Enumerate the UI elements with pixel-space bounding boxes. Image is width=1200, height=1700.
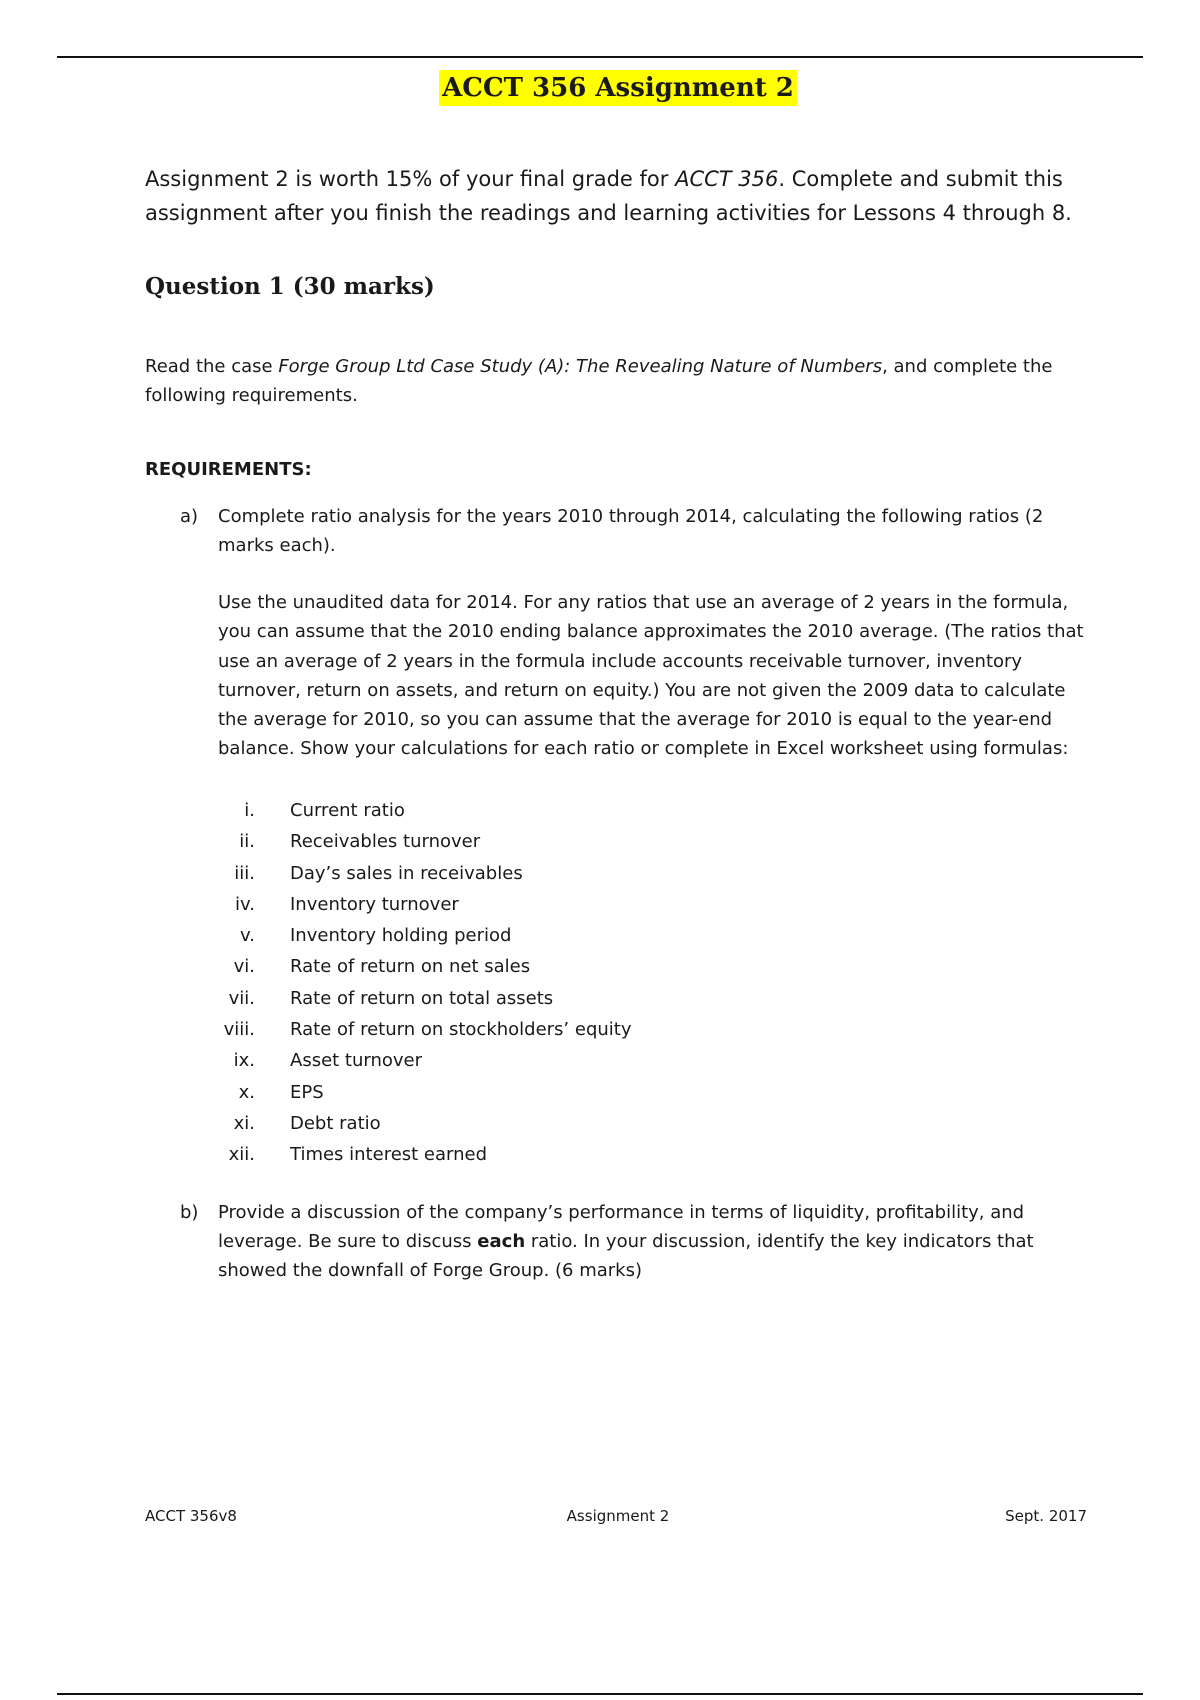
intro-text-2: . Complete and submit this assignment after you finish the readings and learning activities for Lessons 4 through 8. — [145, 167, 1072, 225]
requirement-a-marker: a) — [180, 506, 199, 527]
list-item — [200, 951, 800, 982]
footer-right: Sept. 2017 — [1005, 1507, 1087, 1525]
list-item-label: Day’s sales in receivables — [290, 862, 523, 884]
list-item-number: ii. — [239, 831, 255, 853]
list-item — [200, 1108, 800, 1139]
list-item-number: xi. — [233, 1112, 255, 1134]
read-case-text-1: Read the case — [145, 356, 279, 377]
list-item — [200, 1139, 800, 1170]
list-item-number: iv. — [235, 893, 255, 915]
list-item — [200, 858, 800, 889]
requirement-b-marker: b) — [180, 1202, 199, 1223]
list-item-label: Current ratio — [290, 800, 405, 821]
footer-center: Assignment 2 — [566, 1507, 670, 1525]
list-item-number: x. — [238, 1081, 255, 1103]
list-item — [200, 889, 800, 920]
list-item-label: Asset turnover — [290, 1050, 423, 1072]
list-item-label: Debt ratio — [290, 1112, 381, 1134]
list-item — [200, 795, 800, 826]
list-item-label: Inventory turnover — [290, 893, 459, 915]
list-item-label: Rate of return on total assets — [290, 987, 554, 1009]
case-title: Forge Group Ltd Case Study (A): The Revealing Nature of Numbers — [278, 356, 883, 377]
requirement-a — [180, 502, 1100, 560]
requirement-a-paragraph: Use the unaudited data for 2014. For any ratios that use an average of 2 years in the formula, you can assume that the 2010 ending balance approximates the 2010 average. (The ratios that use an average of 2 years in the formula include accounts receivable turnover, inventory turnover, return on assets, and return on equity.) You are not given the 2009 data to calculate the average for 2010, so you can assume that the average for 2010 is equal to the year-end balance. Show your calculations for each ratio or complete in Excel worksheet using formulas: — [218, 592, 1084, 760]
requirements-heading: REQUIREMENTS: — [145, 459, 312, 480]
list-item-number: v. — [240, 925, 255, 947]
list-item-number: vii. — [228, 987, 255, 1009]
list-item-number: iii. — [234, 862, 255, 884]
requirement-b-bold: each — [477, 1231, 526, 1252]
requirement-b-text-1: Provide a discussion of the company’s performance in terms of liquidity, profitability, and leverage. Be sure to discuss — [218, 1202, 1025, 1252]
list-item-number: vi. — [233, 956, 255, 978]
top-rule — [57, 56, 1143, 58]
ratio-list — [200, 795, 800, 1171]
footer-left: ACCT 356v8 — [145, 1507, 237, 1525]
list-item-number: i. — [244, 800, 255, 821]
list-item-label: Times interest earned — [290, 1144, 488, 1166]
question-heading: Question 1 (30 marks) — [145, 273, 435, 300]
requirement-a-text: Complete ratio analysis for the years 2010 through 2014, calculating the following ratios (2 marks each). — [218, 506, 1044, 556]
list-item — [200, 983, 800, 1014]
list-item-number: viii. — [223, 1019, 255, 1041]
list-item-label: Receivables turnover — [290, 831, 481, 853]
intro-paragraph — [145, 162, 1105, 230]
list-item — [200, 826, 800, 857]
list-item-label: Rate of return on net sales — [290, 956, 531, 978]
list-item-label: Inventory holding period — [290, 925, 512, 947]
read-case-paragraph — [145, 352, 1105, 410]
document-title: ACCT 356 Assignment 2 — [439, 70, 797, 106]
list-item — [200, 1014, 800, 1045]
read-case-text-2: , and complete the following requirements. — [145, 356, 1053, 406]
list-item — [200, 1045, 800, 1076]
requirement-b-text — [218, 1198, 1100, 1285]
list-item — [200, 920, 800, 951]
list-item-number: ix. — [233, 1050, 255, 1072]
list-item-number: xii. — [228, 1144, 255, 1166]
list-item — [200, 1077, 800, 1108]
intro-course: ACCT 356 — [675, 167, 779, 191]
list-item-label: Rate of return on stockholders’ equity — [290, 1019, 632, 1041]
requirement-b-text-2: ratio. In your discussion, identify the key indicators that showed the downfall of Forge Group. (6 marks) — [218, 1231, 1034, 1281]
intro-text-1: Assignment 2 is worth 15% of your final grade for — [145, 167, 676, 191]
bottom-rule — [57, 1693, 1143, 1695]
title-wrap — [0, 70, 1200, 106]
requirement-b — [180, 1198, 1100, 1285]
list-item-label: EPS — [290, 1081, 324, 1103]
